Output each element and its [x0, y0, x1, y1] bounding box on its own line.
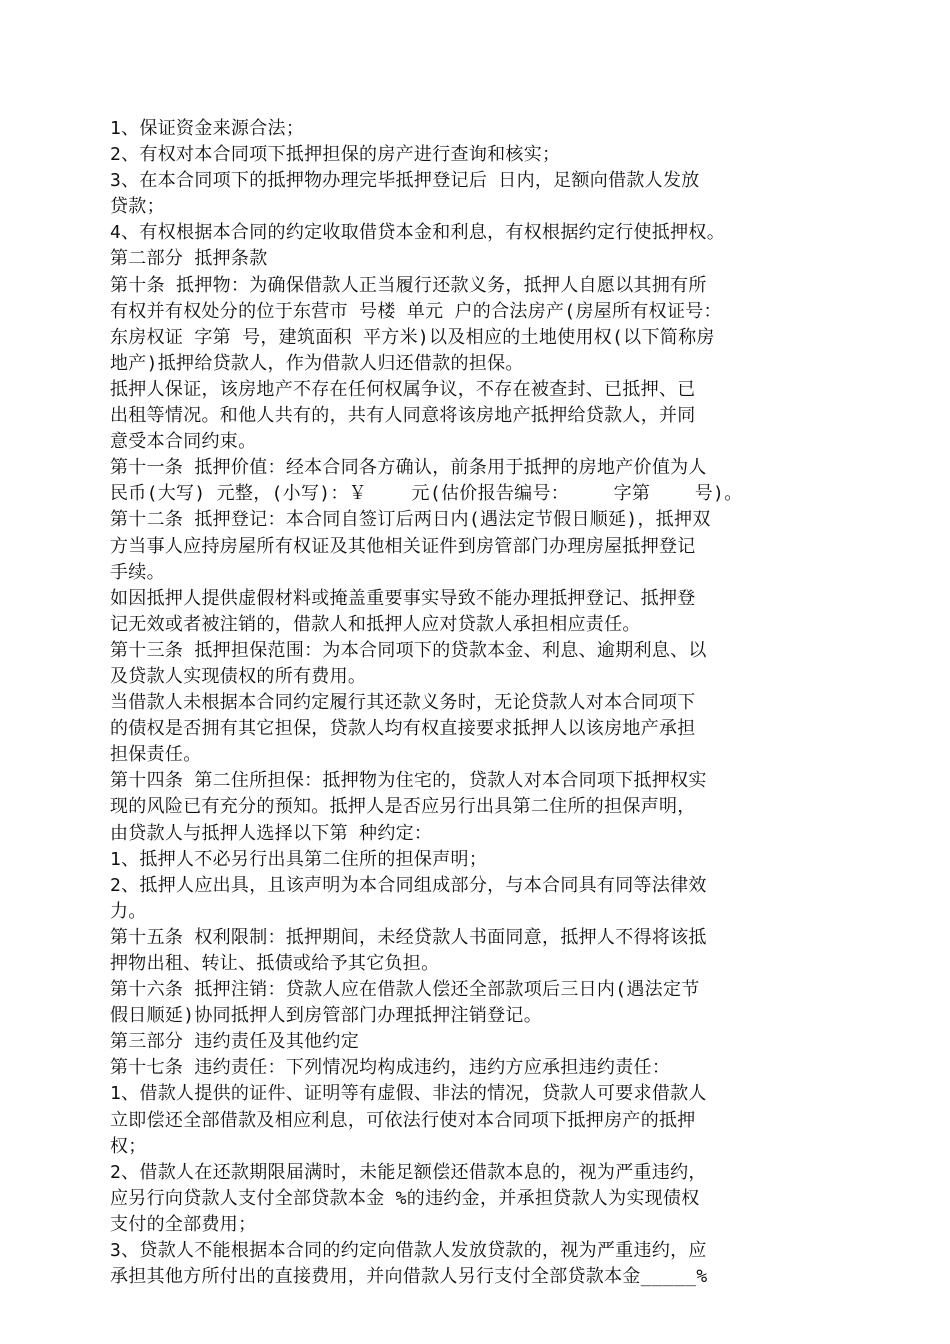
text-line: 意受本合同约束。: [110, 431, 257, 453]
text-line: 力。: [110, 900, 147, 922]
text-line: 第十五条 权利限制：抵押期间，未经贷款人书面同意，抵押人不得将该抵: [110, 926, 707, 948]
section-heading: 第二部分 抵押条款: [110, 248, 268, 270]
text-line: 抵押人保证，该房地产不存在任何权属争议，不存在被查封、已抵押、已: [110, 378, 696, 400]
text-line: 地产)抵押给贷款人，作为借款人归还借款的担保。: [110, 352, 524, 374]
text-line: 东房权证 字第 号，建筑面积 平方米)以及相应的土地使用权(以下简称房: [110, 326, 715, 348]
text-line: 第十二条 抵押登记：本合同自签订后两日内(遇法定节假日顺延)，抵押双: [110, 509, 711, 531]
text-line: 3、贷款人不能根据本合同的约定向借款人发放贷款的，视为严重违约，应: [110, 1240, 707, 1262]
text-line: 第十六条 抵押注销：贷款人应在借款人偿还全部款项后三日内(遇法定节: [110, 979, 700, 1001]
text-line: 1、抵押人不必另行出具第二住所的担保声明；: [110, 848, 488, 870]
text-line: 第十条 抵押物：为确保借款人正当履行还款义务，抵押人自愿以其拥有所: [110, 274, 707, 296]
text-line: 有权并有权处分的位于东营市 号楼 单元 户的合法房产(房屋所有权证号：: [110, 300, 722, 322]
text-line: 第十三条 抵押担保范围：为本合同项下的贷款本金、利息、逾期利息、以: [110, 639, 707, 661]
text-line: 2、有权对本合同项下抵押担保的房产进行查询和核实；: [110, 144, 561, 166]
text-line: 手续。: [110, 561, 165, 583]
text-line: 现的风险已有充分的预知。抵押人是否应另行出具第二住所的担保声明，: [110, 796, 696, 818]
text-line: 立即偿还全部借款及相应利息，可依法行使对本合同项下抵押房产的抵押: [110, 1109, 696, 1131]
text-line: 由贷款人与抵押人选择以下第 种约定：: [110, 822, 433, 844]
text-line: 担保责任。: [110, 744, 202, 766]
text-line: 2、借款人在还款期限届满时，未能足额偿还借款本息的，视为严重违约，: [110, 1161, 707, 1183]
text-line: 出租等情况。和他人共有的，共有人同意将该房地产抵押给贷款人，并同: [110, 405, 696, 427]
text-line: 及贷款人实现债权的所有费用。: [110, 665, 367, 687]
text-line: 第十四条 第二住所担保：抵押物为住宅的，贷款人对本合同项下抵押权实: [110, 770, 707, 792]
text-line: 1、借款人提供的证件、证明等有虚假、非法的情况，贷款人可要求借款人: [110, 1083, 707, 1105]
text-line: 2、抵押人应出具，且该声明为本合同组成部分，与本合同具有同等法律效: [110, 874, 707, 896]
text-line: 记无效或者被注销的，借款人和抵押人应对贷款人承担相应责任。: [110, 613, 641, 635]
text-line: 第十一条 抵押价值：经本合同各方确认，前条用于抵押的房地产价值为人: [110, 457, 707, 479]
text-line: 1、保证资金来源合法；: [110, 118, 305, 139]
document-body: [110, 116, 840, 1290]
text-line: 权；: [110, 1135, 147, 1157]
text-line: 4、有权根据本合同的约定收取借贷本金和利息，有权根据约定行使抵押权。: [110, 222, 726, 244]
text-line: 押物出租、转让、抵债或给予其它负担。: [110, 953, 440, 974]
text-line: 第十七条 违约责任：下列情况均构成违约，违约方应承担违约责任：: [110, 1057, 671, 1079]
text-line: 贷款；: [110, 196, 165, 218]
text-line: 如因抵押人提供虚假材料或掩盖重要事实导致不能办理抵押登记、抵押登: [110, 587, 696, 609]
text-line: 当借款人未根据本合同约定履行其还款义务时，无论贷款人对本合同项下: [110, 692, 696, 714]
text-line: 的债权是否拥有其它担保，贷款人均有权直接要求抵押人以该房地产承担: [110, 718, 696, 740]
section-heading: 第三部分 违约责任及其他约定: [110, 1031, 360, 1053]
text-line: 民币(大写) 元整，(小写)：￥ 元(估价报告编号： 字第 号)。: [110, 483, 743, 505]
text-line: 方当事人应持房屋所有权证及其他相关证件到房管部门办理房屋抵押登记: [110, 535, 696, 557]
text-line: 3、在本合同项下的抵押物办理完毕抵押登记后 日内，足额向借款人发放: [110, 170, 700, 192]
text-line: 假日顺延)协同抵押人到房管部门办理抵押注销登记。: [110, 1005, 543, 1027]
text-line: 承担其他方所付出的直接费用，并向借款人另行支付全部贷款本金_____%: [110, 1266, 708, 1288]
text-line: 支付的全部费用；: [110, 1213, 257, 1235]
text-line: 应另行向贷款人支付全部贷款本金 %的违约金，并承担贷款人为实现债权: [110, 1187, 700, 1209]
